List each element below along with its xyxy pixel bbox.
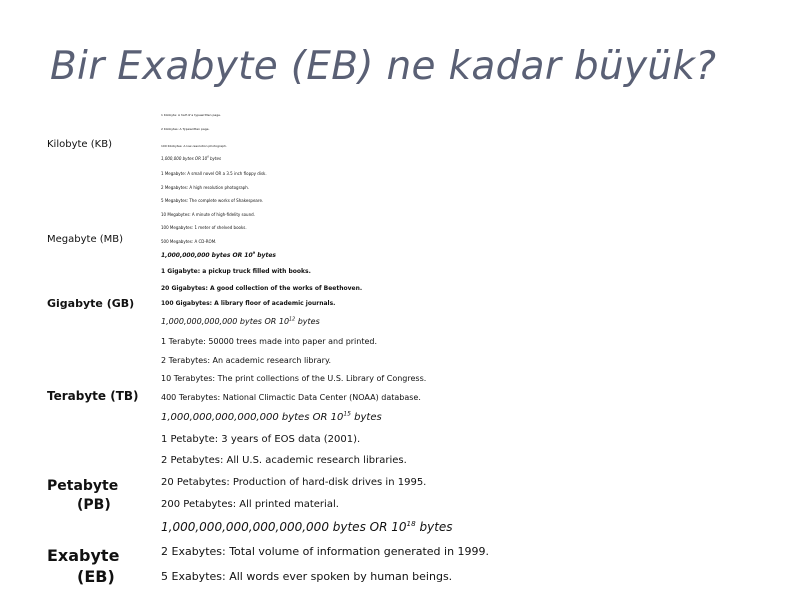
size-example-line: 2 Exabytes: Total volume of information generated in 1999.	[161, 545, 490, 558]
size-example-line: 2 Terabytes: An academic research library.	[161, 356, 332, 365]
unit-megabyte	[47, 234, 123, 245]
byte-count-line: 1,000,000,000,000 bytes OR $10^{12}$ bytes	[161, 317, 320, 326]
byte-count-line: 1,000,000,000 bytes OR $10^9$ bytes	[161, 251, 276, 259]
byte-count-line: 1,000,000,000,000,000,000 bytes OR $10^{18}$ bytes	[161, 519, 453, 534]
unit-petabyte	[47, 477, 118, 515]
size-example-line: 1 Kilobyte: A half of a typewritten page.	[161, 113, 221, 117]
byte-count-line: 1,000,000,000,000,000 bytes OR $10^{15}$ bytes	[161, 410, 382, 423]
slide-title: Bir Exabyte (EB) ne kadar büyük?	[50, 44, 717, 89]
size-example-line: 1 Megabyte: A small novel OR a 3.5 inch floppy disk.	[161, 171, 267, 176]
size-example-line: 2 Petabytes: All U.S. academic research libraries.	[161, 455, 407, 466]
size-example-line: 10 Megabytes: A minute of high-fidelity sound.	[161, 212, 255, 217]
size-example-line: 1 Petabyte: 3 years of EOS data (2001).	[161, 434, 361, 445]
size-example-line: 500 Megabytes: A CD-ROM.	[161, 239, 217, 244]
size-example-line: 1 Gigabyte: a pickup truck filled with books.	[161, 268, 311, 275]
byte-count-line: 1,000,000 bytes OR $10^6$ bytes	[161, 155, 222, 161]
unit-abbrev: (EB)	[77, 567, 115, 586]
unit-label: Terabyte (TB)	[47, 389, 139, 403]
unit-label: Exabyte	[47, 546, 120, 565]
unit-label: Gigabyte (GB)	[47, 297, 135, 310]
size-example-line: 100 Gigabytes: A library floor of academic journals.	[161, 300, 336, 307]
size-example-line: 200 Petabytes: All printed material.	[161, 499, 339, 510]
unit-terabyte	[47, 389, 139, 403]
size-example-line: 2 Megabytes: A high resolution photograph.	[161, 185, 250, 190]
unit-exabyte	[47, 545, 119, 587]
size-example-line: 20 Gigabytes: A good collection of the works of Beethoven.	[161, 285, 363, 292]
size-example-line: 1 Terabyte: 50000 trees made into paper and printed.	[161, 337, 378, 346]
unit-label: Megabyte (MB)	[47, 234, 124, 245]
unit-gigabyte	[47, 297, 134, 310]
size-example-line: 2 Kilobytes: A Typewritten page.	[161, 127, 210, 131]
size-example-line: 5 Megabytes: The complete works of Shakespeare.	[161, 198, 264, 203]
size-example-line: 400 Terabytes: National Climactic Data Center (NOAA) database.	[161, 393, 421, 402]
unit-label: Kilobyte (KB)	[47, 139, 112, 150]
size-example-line: 100 Kilobytes: A low-resolution photograph.	[161, 144, 227, 148]
size-example-line: 20 Petabytes: Production of hard-disk drives in 1995.	[161, 477, 427, 488]
unit-abbrev: (PB)	[77, 497, 111, 513]
size-example-line: 10 Terabytes: The print collections of the U.S. Library of Congress.	[161, 374, 427, 383]
size-example-line: 100 Megabytes: 1 meter of shelved books.	[161, 225, 247, 230]
unit-kilobyte	[47, 139, 112, 150]
unit-label: Petabyte	[47, 478, 119, 494]
size-example-line: 5 Exabytes: All words ever spoken by human beings.	[161, 570, 453, 583]
